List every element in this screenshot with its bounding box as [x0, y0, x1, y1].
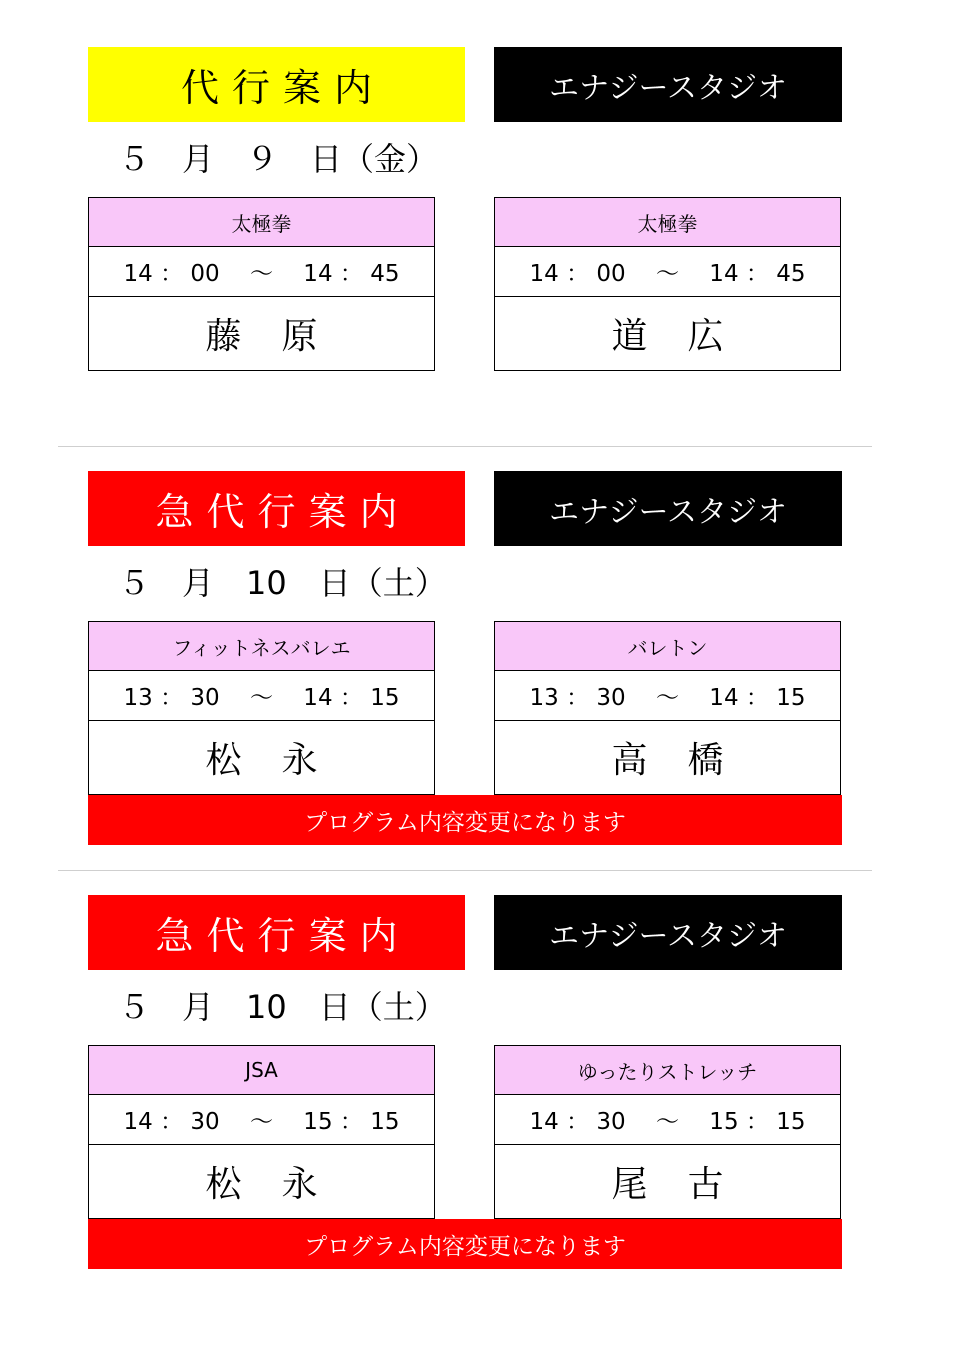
class-time: 14 ： 00 ～ 14 ： 45	[495, 247, 840, 297]
program-name: バレトン	[495, 622, 840, 671]
notice-title: 急代行案内	[88, 895, 465, 970]
class-time: 14 ： 30 ～ 15 ： 15	[495, 1095, 840, 1145]
studio-name: エナジースタジオ	[494, 471, 842, 546]
instructor-name: 松永	[205, 740, 358, 781]
program-name: 太極拳	[89, 198, 434, 247]
program-change-banner: プログラム内容変更になります	[88, 795, 842, 845]
instructor-name: 道広	[611, 316, 764, 357]
program-name: ゆったりストレッチ	[495, 1046, 840, 1095]
instructor-name: 高橋	[611, 740, 764, 781]
instructor-name: 藤原	[205, 316, 358, 357]
class-card	[88, 1045, 435, 1219]
notice-date: ５ 月 10 日（土）	[118, 564, 447, 602]
class-card	[494, 621, 841, 795]
studio-name: エナジースタジオ	[494, 47, 842, 122]
substitute-notice-2	[0, 471, 960, 871]
program-change-banner: プログラム内容変更になります	[88, 1219, 842, 1269]
program-name: 太極拳	[495, 198, 840, 247]
substitute-notice-1	[0, 47, 960, 447]
instructor-name: 尾古	[611, 1164, 764, 1205]
class-card	[88, 621, 435, 795]
class-card	[88, 197, 435, 371]
class-card	[494, 1045, 841, 1219]
class-time: 13 ： 30 ～ 14 ： 15	[495, 671, 840, 721]
program-name: JSA	[89, 1046, 434, 1095]
instructor-name: 松永	[205, 1164, 358, 1205]
class-time: 13 ： 30 ～ 14 ： 15	[89, 671, 434, 721]
notice-date: ５ 月 10 日（土）	[118, 988, 447, 1026]
class-time: 14 ： 00 ～ 14 ： 45	[89, 247, 434, 297]
notice-title: 代行案内	[88, 47, 465, 122]
studio-name: エナジースタジオ	[494, 895, 842, 970]
substitute-notice-3	[0, 895, 960, 1295]
section-divider	[58, 446, 872, 447]
notice-date: ５ 月 ９ 日（金）	[118, 140, 439, 178]
section-divider	[58, 870, 872, 871]
class-time: 14 ： 30 ～ 15 ： 15	[89, 1095, 434, 1145]
notice-title: 急代行案内	[88, 471, 465, 546]
program-name: フィットネスバレエ	[89, 622, 434, 671]
class-card	[494, 197, 841, 371]
